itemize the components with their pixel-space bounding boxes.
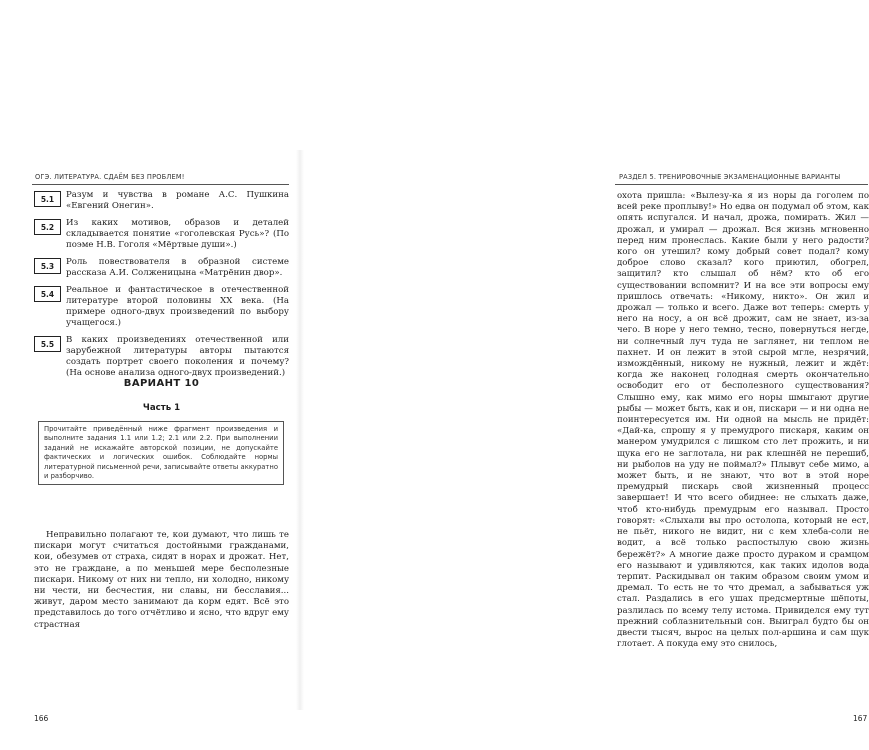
part-title: Часть 1 [142,403,181,413]
task-text: Разум и чувства в романе А.С. Пушкина «Евгений Онегин». [66,190,289,211]
variant-title: ВАРИАНТ 10 [123,378,200,389]
right-page [300,0,869,750]
essay-task-list [34,190,289,385]
running-head: РАЗДЕЛ 5. ТРЕНИРОВОЧНЫЕ ЭКЗАМЕНАЦИОННЫЕ ВАРИАНТЫ [619,173,841,181]
task-number-box: 5.2 [34,219,61,235]
essay-task [34,218,289,251]
task-number-box: 5.4 [34,286,61,302]
essay-task [34,190,289,212]
task-text: Реальное и фантастическое в отечественной литературе второй половины XX века. (На примере одного-двух произведений по выбору учащегося.) [66,285,289,328]
task-number-box: 5.3 [34,258,61,274]
task-number-box: 5.1 [34,191,61,207]
instruction-box: Прочитайте приведённый ниже фрагмент произведения и выполните задания 1.1 или 1.2; 2.1 или 2.2. При выполнении заданий не искажайте авторской позиции, не допускайте фактических и логических ошибок. Соблюдайте нормы литературной письменной речи, записывайте ответы аккуратно и разборчиво. [38,421,284,485]
task-text: В каких произведениях отечественной или зарубежной литературы авторы пытаются создать портрет своего поколения и почему? (На основе анализа одного-двух произведений.) [66,335,289,378]
left-page [0,0,300,750]
page-number: 166 [34,714,49,723]
task-text: Из каких мотивов, образов и деталей складывается понятие «гоголевская Русь»? (По поэме Н.В. Гоголя «Мёртвые души».) [66,218,289,250]
essay-task [34,335,289,379]
essay-task [34,285,289,329]
essay-task [34,257,289,279]
excerpt-text: Неправильно полагают те, кои думают, что лишь те пискари могут считаться достойными гражданами, кои, обезумев от страха, сидят в норах и дрожат. Нет, это не граждане, а по меньшей мере бесполезные пискари. Никому от них ни тепло, ни холодно, никому ни чести, ни бесчестия, ни славы, ни бесславия... живут, даром место занимают да корм едят. Всё это представилось до того отчётливо и ясно, что вдруг ему страстная [34,530,289,630]
task-number-box: 5.5 [34,336,61,352]
task-text: Роль повествователя в образной системе рассказа А.И. Солженицына «Матрёнин двор». [66,257,289,278]
running-head: ОГЭ. ЛИТЕРАТУРА. СДАЁМ БЕЗ ПРОБЛЕМ! [35,173,185,181]
header-rule [615,184,868,185]
header-rule [32,184,289,185]
excerpt-text: охота пришла: «Вылезу-ка я из норы да гоголем по всей реке проплыву!» Но едва он подумал об этом, как опять испугался. И начал, дрожа, помирать. Жил — дрожал, и умирал — дрожал. Вся жизнь мгновенно перед ним пронеслась. Какие были у него радости? кого он утешил? кому добрый совет подал? кому доброе слово сказал? кого приютил, обогрел, защитил? кто слышал об нём? кто об его существовании вспомнит? И на все эти вопросы ему пришлось отвечать: «Никому, никто». Он жил и дрожал — только и всего. Даже вот теперь: смерть у него на носу, а он всё дрожит, сам не знает, из-за чего. В норе у него темно, тесно, повернуться негде, ни солнечный луч туда не заглянет, ни теплом не пахнет. И он лежит в этой сырой мгле, незрячий, измождённый, никому не нужный, лежит и ждёт: когда же наконец голодная смерть окончательно освободит его от бесполезного существования? Слышно ему, как мимо его норы шмыгают другие рыбы — может быть, как и он, пискари — и ни одна не поинтересуется им. Ни одной на мысль не придёт: «Дай-ка, спрошу я у премудрого пискаря, каким он манером умудрился с лишком сто лет прожить, и ни щука его не заглотала, ни рак клешнёй не перешиб, ни рыболов на уду не поймал?» Плывут себе мимо, а может быть, и не знают, что вот в этой норе премудрый пискарь свой жизненный процесс завершает! И что всего обиднее: не слыхать даже, чтоб кто-нибудь премудрым его называл. Просто говорят: «Слыхали вы про остолопа, который не ест, не пьёт, никого не видит, ни с кем хлеба-соли не водит, а всё только распостылую свою жизнь бережёт?» А многие даже просто дураком и срамцом его называют и удивляются, как таких идолов вода терпит. Раскидывал он таким образом своим умом и дремал. То есть не то что дремал, а забываться уж стал. Раздались в его ушах предсмертные шёпоты, разлилась по всему телу истома. Привиделся ему тут прежний соблазнительный сон. Выиграл будто бы он двести тысяч, вырос на целых пол-аршина и сам щук глотает. А покуда ему это снилось, [617,191,869,650]
page-number: 167 [853,714,868,723]
